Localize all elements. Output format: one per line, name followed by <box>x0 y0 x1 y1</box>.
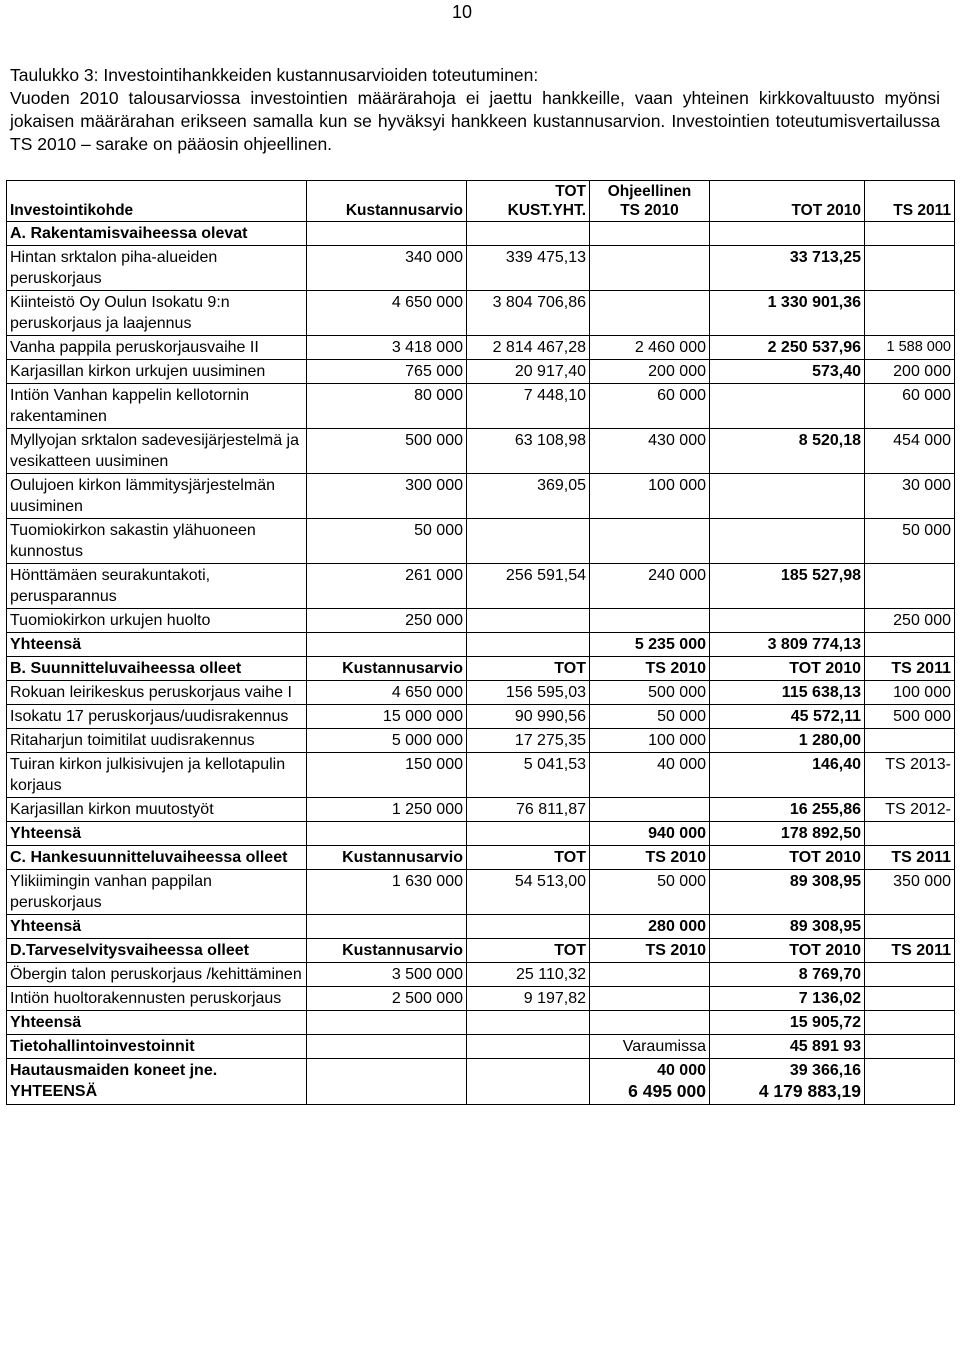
ts2010-cell: 50 000 <box>590 705 710 729</box>
table-row <box>7 987 955 1011</box>
section-b-total-ts2010: 940 000 <box>590 822 710 846</box>
item-name: Hönttämäen seurakuntakoti, perusparannus <box>7 564 307 609</box>
section-d-title: D.Tarveselvitysvaiheessa olleet <box>7 939 307 963</box>
tot2010-cell <box>710 609 865 633</box>
tot2010-cell: 185 527,98 <box>710 564 865 609</box>
item-name: Oulujoen kirkon lämmitysjärjestelmän uusiminen <box>7 474 307 519</box>
tot2010-cell: 573,40 <box>710 360 865 384</box>
header-investointikohde: Investointikohde <box>7 181 307 222</box>
section-c-header-tot: TOT <box>467 846 590 870</box>
tot-kust-cell: 17 275,35 <box>467 729 590 753</box>
ts2011-cell: 350 000 <box>865 870 955 915</box>
kustannusarvio-cell: 261 000 <box>307 564 467 609</box>
ts2011-cell <box>865 987 955 1011</box>
section-b-total-label: Yhteensä <box>7 822 307 846</box>
tot2010-cell: 7 136,02 <box>710 987 865 1011</box>
tot-kust-cell: 5 041,53 <box>467 753 590 798</box>
item-name: Kiinteistö Oy Oulun Isokatu 9:n peruskorjaus ja laajennus <box>7 291 307 336</box>
section-a-total-tot2010: 3 809 774,13 <box>710 633 865 657</box>
tot2010-cell: 33 713,25 <box>710 246 865 291</box>
ts2010-cell: 40 000 <box>590 753 710 798</box>
ts2010-cell: 50 000 <box>590 870 710 915</box>
intro-body: Vuoden 2010 talousarviossa investointien määrärahoja ei jaettu hankkeille, vaan yhteinen kirkkovaltuusto myönsi jokaisen määrärahan erikseen samalla kun se hyväksyi hankkeen kustannusarvion. Investointien toteutumisvertailussa TS 2010 – sarake on pääosin ohjeellinen. <box>10 88 940 154</box>
ts2011-cell: TS 2013- <box>865 753 955 798</box>
table-caption: Taulukko 3: Investointihankkeiden kustannusarvioiden toteutuminen: <box>10 65 539 85</box>
section-c-header-kustannusarvio: Kustannusarvio <box>307 846 467 870</box>
section-c-total-tot2010: 89 308,95 <box>710 915 865 939</box>
kustannusarvio-cell: 150 000 <box>307 753 467 798</box>
item-name: Ritaharjun toimitilat uudisrakennus <box>7 729 307 753</box>
ts2010-cell <box>590 963 710 987</box>
section-b-header-kustannusarvio: Kustannusarvio <box>307 657 467 681</box>
section-a-rows <box>7 246 955 633</box>
tot-kust-cell: 3 804 706,86 <box>467 291 590 336</box>
kustannusarvio-cell: 765 000 <box>307 360 467 384</box>
section-b-header-tot2010: TOT 2010 <box>710 657 865 681</box>
item-name: Karjasillan kirkon urkujen uusiminen <box>7 360 307 384</box>
section-c-total-row <box>7 915 955 939</box>
section-c-total-label: Yhteensä <box>7 915 307 939</box>
hautausmaat-grand-ts2010: 40 000 6 495 000 <box>590 1059 710 1105</box>
section-d-total-row <box>7 1011 955 1035</box>
tot2010-cell: 1 280,00 <box>710 729 865 753</box>
item-name: Intiön huoltorakennusten peruskorjaus <box>7 987 307 1011</box>
section-c-header-ts2011: TS 2011 <box>865 846 955 870</box>
ts2010-cell <box>590 291 710 336</box>
kustannusarvio-cell: 4 650 000 <box>307 291 467 336</box>
section-a-total-ts2010: 5 235 000 <box>590 633 710 657</box>
ts2010-cell: 2 460 000 <box>590 336 710 360</box>
ts2011-cell: 200 000 <box>865 360 955 384</box>
tot-kust-cell: 2 814 467,28 <box>467 336 590 360</box>
table-row <box>7 384 955 429</box>
tot2010-cell: 16 255,86 <box>710 798 865 822</box>
ts2010-cell <box>590 246 710 291</box>
section-c-title-row <box>7 846 955 870</box>
section-a-total-row <box>7 633 955 657</box>
item-name: Karjasillan kirkon muutostyöt <box>7 798 307 822</box>
tot2010-cell <box>710 384 865 429</box>
hautausmaat-row <box>7 1059 955 1105</box>
tot2010-cell: 146,40 <box>710 753 865 798</box>
tietohallinto-label: Tietohallintoinvestoinnit <box>7 1035 307 1059</box>
ts2011-cell: TS 2012- <box>865 798 955 822</box>
tot2010-cell: 8 520,18 <box>710 429 865 474</box>
section-b-rows <box>7 681 955 822</box>
item-name: Vanha pappila peruskorjausvaihe II <box>7 336 307 360</box>
section-b-header-ts2010: TS 2010 <box>590 657 710 681</box>
section-d-title-row <box>7 939 955 963</box>
ts2010-cell <box>590 609 710 633</box>
section-a-title-row <box>7 222 955 246</box>
tot-kust-cell: 256 591,54 <box>467 564 590 609</box>
table-row <box>7 870 955 915</box>
tot-kust-cell: 7 448,10 <box>467 384 590 429</box>
ts2010-cell: 60 000 <box>590 384 710 429</box>
section-b-title-row <box>7 657 955 681</box>
item-name: Öbergin talon peruskorjaus /kehittäminen <box>7 963 307 987</box>
section-b-title: B. Suunnitteluvaiheessa olleet <box>7 657 307 681</box>
kustannusarvio-cell: 3 500 000 <box>307 963 467 987</box>
ts2010-cell <box>590 798 710 822</box>
ts2011-cell: 454 000 <box>865 429 955 474</box>
tot-kust-cell: 9 197,82 <box>467 987 590 1011</box>
table-row <box>7 564 955 609</box>
intro-text <box>10 64 940 156</box>
kustannusarvio-cell: 250 000 <box>307 609 467 633</box>
header-ohjeellinen-ts2010: Ohjeellinen TS 2010 <box>590 181 710 222</box>
section-a-title: A. Rakentamisvaiheessa olevat <box>7 222 307 246</box>
ts2010-cell: 240 000 <box>590 564 710 609</box>
header-ts2011: TS 2011 <box>865 181 955 222</box>
table-header-row <box>7 181 955 222</box>
table-row <box>7 336 955 360</box>
ts2010-cell: 100 000 <box>590 729 710 753</box>
section-c-header-tot2010: TOT 2010 <box>710 846 865 870</box>
page-number: 10 <box>452 2 473 22</box>
section-d-header-ts2011: TS 2011 <box>865 939 955 963</box>
section-d-header-tot2010: TOT 2010 <box>710 939 865 963</box>
item-name: Tuomiokirkon urkujen huolto <box>7 609 307 633</box>
ts2011-cell: 100 000 <box>865 681 955 705</box>
section-d-header-tot: TOT <box>467 939 590 963</box>
table-row <box>7 429 955 474</box>
tot2010-cell: 8 769,70 <box>710 963 865 987</box>
tietohallinto-row <box>7 1035 955 1059</box>
tietohallinto-ts2010: Varaumissa <box>590 1035 710 1059</box>
section-d-header-ts2010: TS 2010 <box>590 939 710 963</box>
kustannusarvio-cell: 340 000 <box>307 246 467 291</box>
kustannusarvio-cell: 1 630 000 <box>307 870 467 915</box>
item-name: Hintan srktalon piha-alueiden peruskorjaus <box>7 246 307 291</box>
tot-kust-cell <box>467 519 590 564</box>
tietohallinto-tot2010: 45 891 93 <box>710 1035 865 1059</box>
tot2010-cell: 89 308,95 <box>710 870 865 915</box>
section-c-header-ts2010: TS 2010 <box>590 846 710 870</box>
section-b-header-ts2011: TS 2011 <box>865 657 955 681</box>
tot-kust-cell: 339 475,13 <box>467 246 590 291</box>
table-row <box>7 681 955 705</box>
kustannusarvio-cell: 80 000 <box>307 384 467 429</box>
section-c-total-ts2010: 280 000 <box>590 915 710 939</box>
tot-kust-cell: 54 513,00 <box>467 870 590 915</box>
item-name: Intiön Vanhan kappelin kellotornin rakentaminen <box>7 384 307 429</box>
section-a-total-label: Yhteensä <box>7 633 307 657</box>
table-row <box>7 753 955 798</box>
kustannusarvio-cell: 1 250 000 <box>307 798 467 822</box>
ts2011-cell: 60 000 <box>865 384 955 429</box>
ts2010-cell <box>590 987 710 1011</box>
item-name: Rokuan leirikeskus peruskorjaus vaihe I <box>7 681 307 705</box>
section-c-title: C. Hankesuunnitteluvaiheessa olleet <box>7 846 307 870</box>
investment-table <box>6 180 955 1105</box>
section-d-rows <box>7 963 955 1011</box>
tot-kust-cell <box>467 609 590 633</box>
ts2011-cell: 50 000 <box>865 519 955 564</box>
ts2011-cell <box>865 246 955 291</box>
tot-kust-cell: 156 595,03 <box>467 681 590 705</box>
header-tot2010: TOT 2010 <box>710 181 865 222</box>
section-d-header-kustannusarvio: Kustannusarvio <box>307 939 467 963</box>
kustannusarvio-cell: 2 500 000 <box>307 987 467 1011</box>
item-name: Myllyojan srktalon sadevesijärjestelmä ja vesikatteen uusiminen <box>7 429 307 474</box>
grand-total-label: YHTEENSÄ <box>10 1083 98 1100</box>
table-row <box>7 609 955 633</box>
ts2011-cell <box>865 564 955 609</box>
hautausmaat-label: Hautausmaiden koneet jne. YHTEENSÄ <box>7 1059 307 1105</box>
kustannusarvio-cell: 300 000 <box>307 474 467 519</box>
table-row <box>7 291 955 336</box>
tot2010-cell <box>710 519 865 564</box>
section-d-total-label: Yhteensä <box>7 1011 307 1035</box>
header-kustannusarvio: Kustannusarvio <box>307 181 467 222</box>
table-row <box>7 729 955 753</box>
table-row <box>7 474 955 519</box>
ts2011-cell <box>865 963 955 987</box>
section-b-header-tot: TOT <box>467 657 590 681</box>
table-row <box>7 246 955 291</box>
ts2010-cell: 430 000 <box>590 429 710 474</box>
tot2010-cell: 45 572,11 <box>710 705 865 729</box>
table-row <box>7 963 955 987</box>
kustannusarvio-cell: 3 418 000 <box>307 336 467 360</box>
item-name: Isokatu 17 peruskorjaus/uudisrakennus <box>7 705 307 729</box>
tot-kust-cell: 25 110,32 <box>467 963 590 987</box>
ts2010-cell <box>590 519 710 564</box>
table-row <box>7 705 955 729</box>
ts2011-cell: 30 000 <box>865 474 955 519</box>
tot2010-cell: 2 250 537,96 <box>710 336 865 360</box>
tot-kust-cell: 90 990,56 <box>467 705 590 729</box>
ts2011-cell: 250 000 <box>865 609 955 633</box>
tot-kust-cell: 76 811,87 <box>467 798 590 822</box>
ts2011-cell <box>865 729 955 753</box>
item-name: Tuomiokirkon sakastin ylähuoneen kunnostus <box>7 519 307 564</box>
tot-kust-cell: 369,05 <box>467 474 590 519</box>
section-b-total-tot2010: 178 892,50 <box>710 822 865 846</box>
table-row <box>7 519 955 564</box>
tot2010-cell: 115 638,13 <box>710 681 865 705</box>
ts2011-cell: 500 000 <box>865 705 955 729</box>
tot2010-cell: 1 330 901,36 <box>710 291 865 336</box>
kustannusarvio-cell: 15 000 000 <box>307 705 467 729</box>
item-name: Ylikiimingin vanhan pappilan peruskorjaus <box>7 870 307 915</box>
ts2010-cell: 200 000 <box>590 360 710 384</box>
kustannusarvio-cell: 4 650 000 <box>307 681 467 705</box>
kustannusarvio-cell: 50 000 <box>307 519 467 564</box>
item-name: Tuiran kirkon julkisivujen ja kellotapulin korjaus <box>7 753 307 798</box>
ts2010-cell: 100 000 <box>590 474 710 519</box>
table-row <box>7 360 955 384</box>
section-c-rows <box>7 870 955 915</box>
tot-kust-cell: 20 917,40 <box>467 360 590 384</box>
section-b-total-row <box>7 822 955 846</box>
section-d-total-tot2010: 15 905,72 <box>710 1011 865 1035</box>
hautausmaat-grand-tot2010: 39 366,16 4 179 883,19 <box>710 1059 865 1105</box>
kustannusarvio-cell: 500 000 <box>307 429 467 474</box>
tot-kust-cell: 63 108,98 <box>467 429 590 474</box>
ts2011-cell <box>865 291 955 336</box>
ts2011-cell: 1 588 000 <box>865 336 955 360</box>
header-tot-kust: TOT KUST.YHT. <box>467 181 590 222</box>
tot2010-cell <box>710 474 865 519</box>
table-row <box>7 798 955 822</box>
ts2010-cell: 500 000 <box>590 681 710 705</box>
kustannusarvio-cell: 5 000 000 <box>307 729 467 753</box>
